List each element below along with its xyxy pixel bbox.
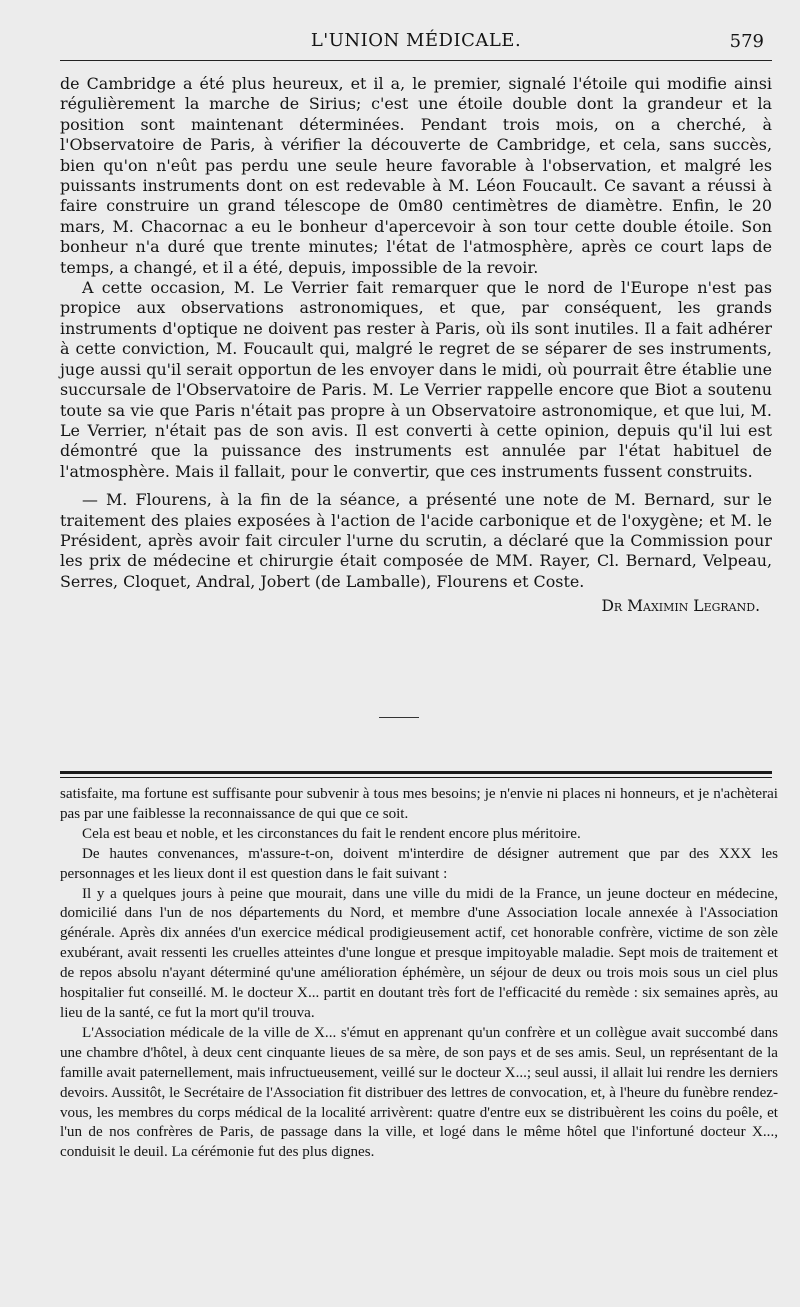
paragraph: L'Association médicale de la ville de X... s'émut en apprenant qu'un confrère et un collègue avait succombé dans une chambre d'hôtel, à deux cent cinquante lieues de sa mère, de son pays et de ses amis. Seul, un représentant de la famille avait paternellement, mais infructueusement, veillé sur le docteur X...; seul aussi, il allait lui rendre les derniers devoirs. Aussitôt, le Secrétaire de l'Association fit distribuer des lettres de convocation, et, à l'heure du funèbre rendez-vous, les membres du corps médical de la localité arrivèrent: quatre d'entre eux se distribuèrent les coins du poêle, et l'un de nos confrères de Paris, de passage dans la ville, et logé dans le même hôtel que l'infortuné docteur X..., conduisit le deuil. La cérémonie fut des plus dignes. xyxy=(60,1024,778,1161)
page-header xyxy=(60,28,772,62)
paragraph: Il y a quelques jours à peine que mourait, dans une ville du midi de la France, un jeune docteur en médecine, domicilié dans l'un de nos départements du Nord, et membre d'une Association locale annexée à l'Association générale. Après dix années d'un exercice médical prodigieusement actif, cet honorable confrère, victime de son zèle exubérant, avait ressenti les cruelles atteintes d'une longue et presque impitoyable maladie. Sept mois de traitement et de repos absolu n'ayant déterminé qu'une amélioration éphémère, un séjour de deux ou trois mois sous un ciel plus hospitalier fut conseillé. M. le docteur X... partit en doutant très fort de l'efficacité du remède : six semaines après, au lieu de la santé, ce fut la mort qu'il trouva. xyxy=(60,885,778,1021)
academy-report-section xyxy=(60,74,772,617)
feuilleton-rule-thick xyxy=(60,771,772,774)
author-signature: Dr Maximin Legrand. xyxy=(601,597,760,616)
paragraph: de Cambridge a été plus heureux, et il a, le premier, signalé l'étoile qui modifie ainsi régulièrement la marche de Sirius; c'est une étoile double dont la grandeur et la position sont maintenant déterminées. Pendant trois mois, on a cherché, à l'Observatoire de Paris, à vérifier la découverte de Cambridge, et cela, sans succès, bien qu'on n'eût pas perdu une seule heure favorable à l'observation, et malgré les puissants instruments dont on est redevable à M. Léon Foucault. Ce savant a réussi à faire construire un grand télescope de 0m80 centimètres de diamètre. Enfin, le 20 mars, M. Chacornac a eu le bonheur d'apercevoir à son tour cette double étoile. Son bonheur n'a duré que trente minutes; l'état de l'atmosphère, après ce court laps de temps, a changé, et il a été, depuis, impossible de la revoir. xyxy=(60,74,772,277)
paragraph: satisfaite, ma fortune est suffisante pour subvenir à tous mes besoins; je n'envie ni places ni honneurs, et je n'achèterai pas par une faiblesse la reconnaissance de qui que ce soit. xyxy=(60,786,778,822)
feuilleton-section xyxy=(60,785,778,1163)
running-title: L'UNION MÉDICALE. xyxy=(310,30,522,51)
paragraph: De hautes convenances, m'assure-t-on, doivent m'interdire de désigner autrement que par des XXX les personnages et les lieux dont il est question dans le fait suivant : xyxy=(60,845,778,882)
paragraph: A cette occasion, M. Le Verrier fait remarquer que le nord de l'Europe n'est pas propice aux observations astronomiques, et que, par conséquent, les grands instruments d'optique ne doivent pas rester à Paris, où ils sont inutiles. Il a fait adhérer à cette conviction, M. Foucault qui, malgré le regret de se séparer de ses instruments, juge aussi qu'il serait opportun de les envoyer dans le midi, où pourrait être établie une succursale de l'Observatoire de Paris. M. Le Verrier rappelle encore que Biot a soutenu toute sa vie que Paris n'était pas propre à un Observatoire astronomique, et que lui, M. Le Verrier, n'était pas de son avis. Il est converti à cette opinion, depuis qu'il lui est démontré que la puissance des instruments est annulée par l'état habituel de l'atmosphère. Mais il fallait, pour le convertir, que ces instruments fussent construits. xyxy=(60,278,772,481)
feuilleton-rule-thin xyxy=(60,777,772,778)
section-divider-short xyxy=(379,717,419,718)
paragraph: — M. Flourens, à la fin de la séance, a présenté une note de M. Bernard, sur le traitement des plaies exposées à l'action de l'acide carbonique et de l'oxygène; et M. le Président, après avoir fait circuler l'urne du scrutin, a déclaré que la Commission pour les prix de médecine et chirurgie était composée de MM. Rayer, Cl. Bernard, Velpeau, Serres, Cloquet, Andral, Jobert (de Lamballe), Flourens et Coste. xyxy=(60,490,772,591)
page-number: 579 xyxy=(729,31,764,52)
paragraph: Cela est beau et noble, et les circonstances du fait le rendent encore plus méritoire. xyxy=(82,825,581,842)
header-rule xyxy=(60,60,772,61)
